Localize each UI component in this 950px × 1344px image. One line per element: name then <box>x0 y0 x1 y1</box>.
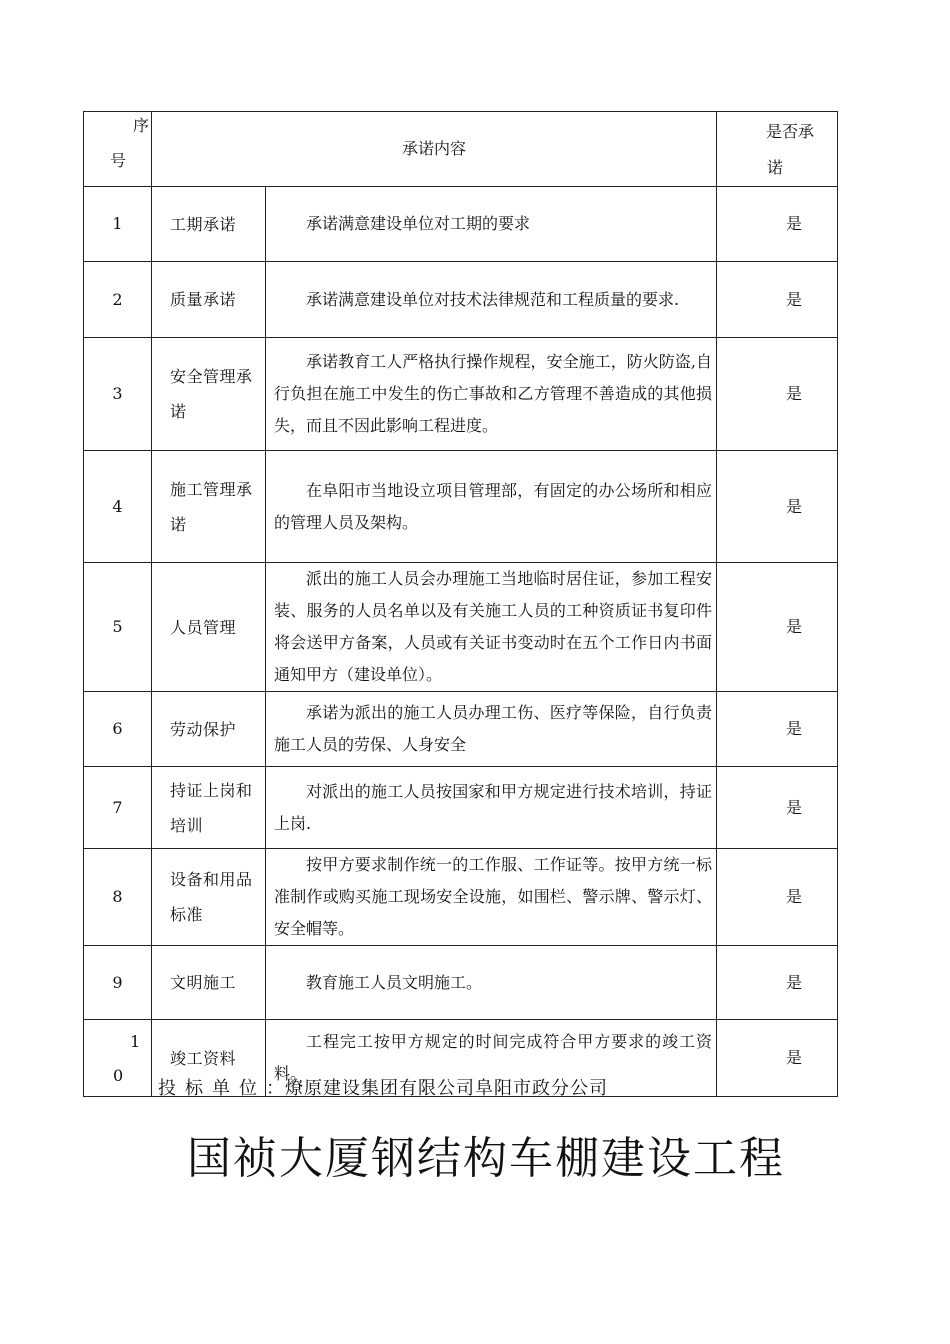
row-item: 持证上岗和培训 <box>152 767 266 849</box>
row-number: 3 <box>84 338 152 451</box>
row-committed: 是 <box>717 262 838 338</box>
row-content: 教育施工人员文明施工。 <box>266 946 717 1020</box>
table-row <box>84 946 838 1020</box>
table-row <box>84 338 838 451</box>
row-content: 承诺满意建设单位对工期的要求 <box>266 187 717 262</box>
row-number: 5 <box>84 563 152 692</box>
commitment-table <box>83 111 838 1097</box>
row-content: 派出的施工人员会办理施工当地临时居住证，参加工程安装、服务的人员名单以及有关施工人员的工种资质证书复印件将会送甲方备案，人员或有关证书变动时在五个工作日内书面通知甲方（建设单位）。 <box>266 563 717 692</box>
bidder-colon: ： <box>266 1078 285 1099</box>
row-item: 竣工资料 <box>152 1020 266 1097</box>
row-item: 施工管理承诺 <box>152 451 266 563</box>
row-committed: 是 <box>717 451 838 563</box>
row-item: 文明施工 <box>152 946 266 1020</box>
bidder-label: 投标单位 <box>158 1078 266 1099</box>
row-number: 7 <box>84 767 152 849</box>
row-number: 1 <box>84 187 152 262</box>
row-committed: 是 <box>717 338 838 451</box>
row-number: 4 <box>84 451 152 563</box>
project-title: 国祯大厦钢结构车棚建设工程 <box>187 1133 785 1184</box>
table-row <box>84 187 838 262</box>
row-content: 承诺教育工人严格执行操作规程，安全施工，防火防盗,自行负担在施工中发生的伤亡事故和乙方管理不善造成的其他损失，而且不因此影响工程进度。 <box>266 338 717 451</box>
bidder-name: 燎原建设集团有限公司阜阳市政分公司 <box>285 1078 608 1099</box>
row-number: 9 <box>84 946 152 1020</box>
bidder-line <box>158 1074 608 1100</box>
row-committed: 是 <box>717 563 838 692</box>
table-row <box>84 563 838 692</box>
row-number: 1 0 <box>84 1020 152 1097</box>
row-item: 劳动保护 <box>152 692 266 767</box>
row-item: 人员管理 <box>152 563 266 692</box>
row-content: 对派出的施工人员按国家和甲方规定进行技术培训，持证上岗. <box>266 767 717 849</box>
row-item: 安全管理承诺 <box>152 338 266 451</box>
header-content: 承诺内容 <box>152 112 717 187</box>
row-committed: 是 <box>717 849 838 946</box>
table-row <box>84 849 838 946</box>
table-row <box>84 262 838 338</box>
row-content: 按甲方要求制作统一的工作服、工作证等。按甲方统一标准制作或购买施工现场安全设施，如围栏、警示牌、警示灯、安全帽等。 <box>266 849 717 946</box>
header-committed: 是否承 诺 <box>717 112 838 187</box>
row-number: 2 <box>84 262 152 338</box>
row-number: 8 <box>84 849 152 946</box>
row-content: 承诺满意建设单位对技术法律规范和工程质量的要求. <box>266 262 717 338</box>
row-content: 工程完工按甲方规定的时间完成符合甲方要求的竣工资料。 <box>266 1020 717 1097</box>
table-row <box>84 451 838 563</box>
row-item: 工期承诺 <box>152 187 266 262</box>
row-committed: 是 <box>717 1020 838 1097</box>
row-item: 质量承诺 <box>152 262 266 338</box>
table-header-row <box>84 112 838 187</box>
header-serial-number: 序 号 <box>84 112 152 187</box>
row-committed: 是 <box>717 946 838 1020</box>
row-committed: 是 <box>717 187 838 262</box>
row-committed: 是 <box>717 767 838 849</box>
row-number: 6 <box>84 692 152 767</box>
row-content: 承诺为派出的施工人员办理工伤、医疗等保险，自行负责施工人员的劳保、人身安全 <box>266 692 717 767</box>
table-row <box>84 692 838 767</box>
row-committed: 是 <box>717 692 838 767</box>
row-content: 在阜阳市当地设立项目管理部，有固定的办公场所和相应的管理人员及架构。 <box>266 451 717 563</box>
row-item: 设备和用品标准 <box>152 849 266 946</box>
table-row <box>84 767 838 849</box>
